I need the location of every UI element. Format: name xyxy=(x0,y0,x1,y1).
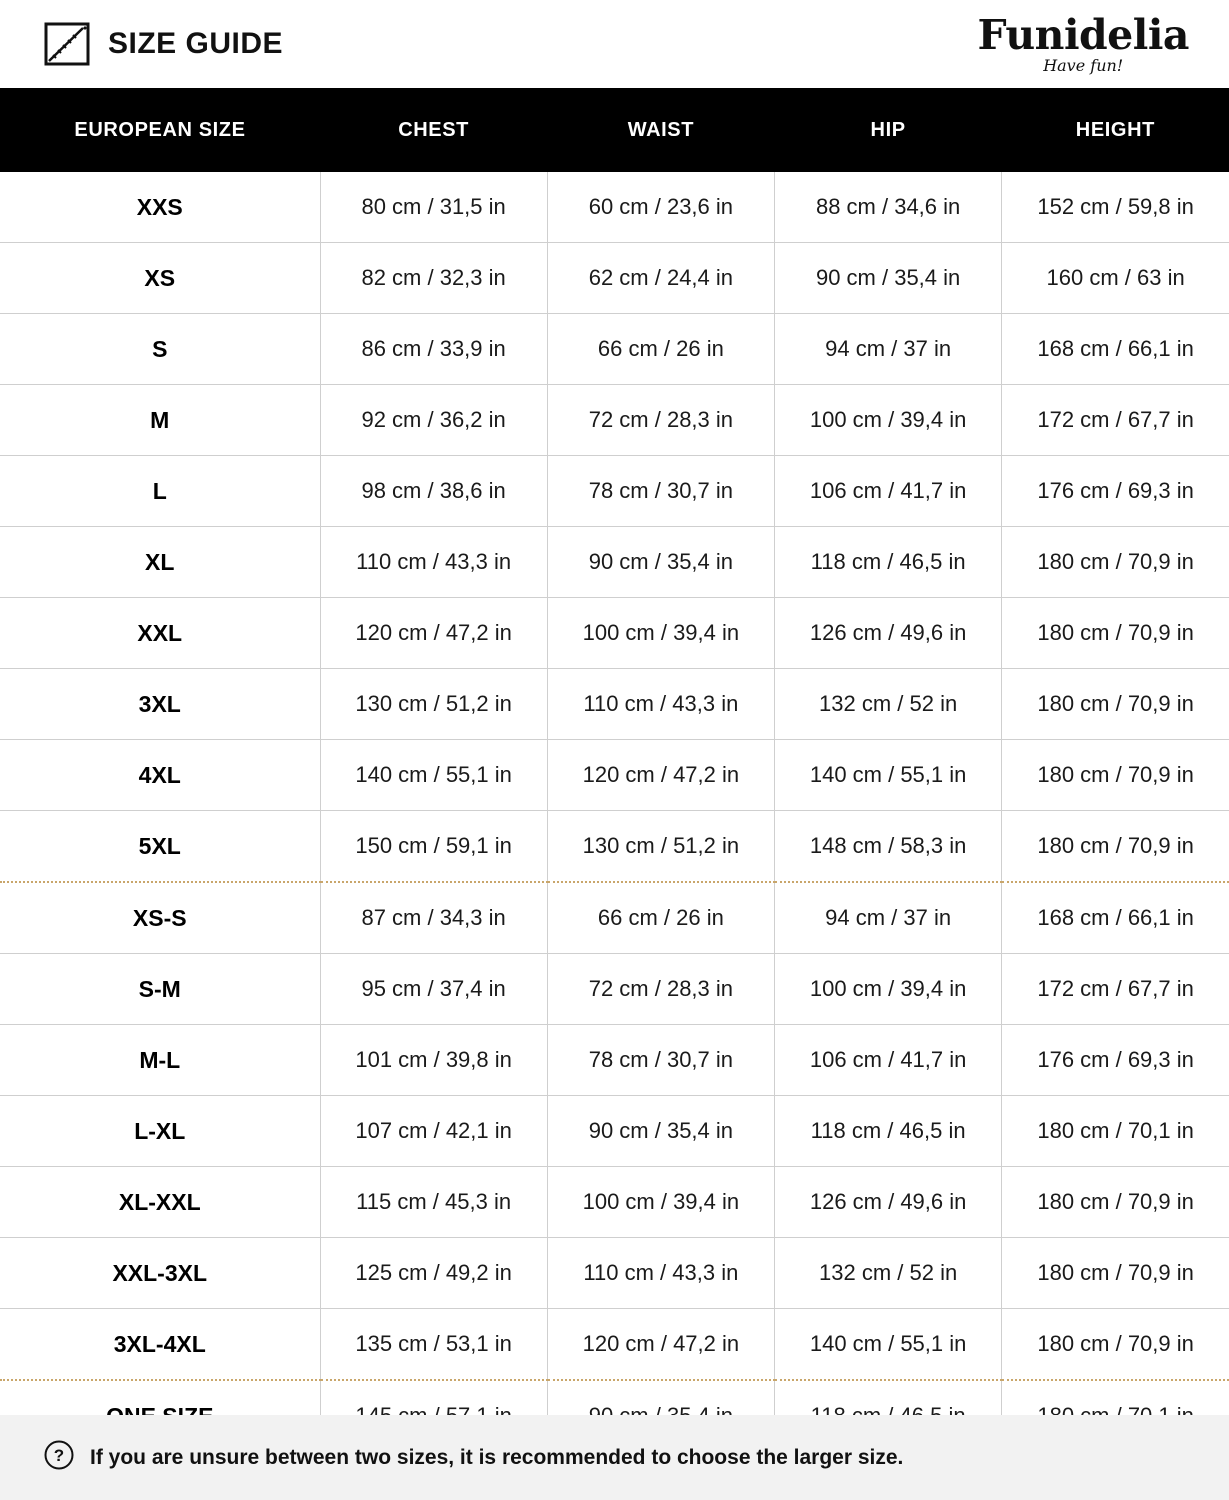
cell-hip: 118 cm / 46,5 in xyxy=(775,1096,1002,1167)
cell-chest: 107 cm / 42,1 in xyxy=(320,1096,547,1167)
brand-tagline: Have fun! xyxy=(1043,55,1124,75)
cell-waist: 78 cm / 30,7 in xyxy=(547,456,774,527)
cell-height: 180 cm / 70,9 in xyxy=(1002,1167,1229,1238)
table-row xyxy=(0,527,1229,598)
brand-logo xyxy=(977,10,1195,75)
page-title: SIZE GUIDE xyxy=(108,27,284,60)
cell-height: 176 cm / 69,3 in xyxy=(1002,456,1229,527)
cell-size: M-L xyxy=(0,1025,320,1096)
cell-chest: 120 cm / 47,2 in xyxy=(320,598,547,669)
cell-waist: 66 cm / 26 in xyxy=(547,314,774,385)
cell-chest: 98 cm / 38,6 in xyxy=(320,456,547,527)
cell-hip: 132 cm / 52 in xyxy=(775,1238,1002,1309)
cell-height: 180 cm / 70,9 in xyxy=(1002,598,1229,669)
cell-chest: 110 cm / 43,3 in xyxy=(320,527,547,598)
cell-waist: 66 cm / 26 in xyxy=(547,882,774,954)
cell-size: S xyxy=(0,314,320,385)
cell-hip: 140 cm / 55,1 in xyxy=(775,1309,1002,1381)
cell-hip: 94 cm / 37 in xyxy=(775,882,1002,954)
cell-waist: 110 cm / 43,3 in xyxy=(547,1238,774,1309)
cell-chest: 86 cm / 33,9 in xyxy=(320,314,547,385)
table-row xyxy=(0,598,1229,669)
cell-hip: 140 cm / 55,1 in xyxy=(775,740,1002,811)
cell-chest: 101 cm / 39,8 in xyxy=(320,1025,547,1096)
cell-size: XXL xyxy=(0,598,320,669)
cell-waist: 90 cm / 35,4 in xyxy=(547,527,774,598)
cell-height: 172 cm / 67,7 in xyxy=(1002,385,1229,456)
cell-size: 4XL xyxy=(0,740,320,811)
table-header xyxy=(0,88,1229,172)
cell-hip: 94 cm / 37 in xyxy=(775,314,1002,385)
cell-size: 3XL xyxy=(0,669,320,740)
ruler-icon xyxy=(44,22,90,66)
cell-waist: 110 cm / 43,3 in xyxy=(547,669,774,740)
cell-height: 172 cm / 67,7 in xyxy=(1002,954,1229,1025)
cell-hip: 106 cm / 41,7 in xyxy=(775,456,1002,527)
cell-size: S-M xyxy=(0,954,320,1025)
cell-hip: 126 cm / 49,6 in xyxy=(775,598,1002,669)
cell-height: 180 cm / 70,9 in xyxy=(1002,669,1229,740)
brand-name: Funidelia xyxy=(977,10,1189,59)
cell-hip: 148 cm / 58,3 in xyxy=(775,811,1002,883)
cell-height: 176 cm / 69,3 in xyxy=(1002,1025,1229,1096)
cell-waist: 78 cm / 30,7 in xyxy=(547,1025,774,1096)
cell-height: 168 cm / 66,1 in xyxy=(1002,314,1229,385)
table-row xyxy=(0,385,1229,456)
cell-waist: 72 cm / 28,3 in xyxy=(547,385,774,456)
cell-hip: 100 cm / 39,4 in xyxy=(775,385,1002,456)
table-row xyxy=(0,456,1229,527)
cell-chest: 115 cm / 45,3 in xyxy=(320,1167,547,1238)
table-body xyxy=(0,172,1229,1451)
cell-size: XS-S xyxy=(0,882,320,954)
size-chart-table xyxy=(0,88,1229,1451)
cell-chest: 82 cm / 32,3 in xyxy=(320,243,547,314)
cell-hip: 90 cm / 35,4 in xyxy=(775,243,1002,314)
table-row xyxy=(0,740,1229,811)
cell-chest: 87 cm / 34,3 in xyxy=(320,882,547,954)
cell-waist: 120 cm / 47,2 in xyxy=(547,1309,774,1381)
cell-size: XXL-3XL xyxy=(0,1238,320,1309)
cell-size: 3XL-4XL xyxy=(0,1309,320,1381)
cell-chest: 80 cm / 31,5 in xyxy=(320,172,547,243)
cell-height: 152 cm / 59,8 in xyxy=(1002,172,1229,243)
cell-height: 180 cm / 70,9 in xyxy=(1002,527,1229,598)
footer-note xyxy=(0,1415,1229,1500)
column-header-waist: WAIST xyxy=(547,88,774,172)
cell-waist: 120 cm / 47,2 in xyxy=(547,740,774,811)
cell-waist: 60 cm / 23,6 in xyxy=(547,172,774,243)
cell-waist: 100 cm / 39,4 in xyxy=(547,1167,774,1238)
cell-size: 5XL xyxy=(0,811,320,883)
table-row xyxy=(0,811,1229,883)
cell-chest: 135 cm / 53,1 in xyxy=(320,1309,547,1381)
cell-height: 180 cm / 70,9 in xyxy=(1002,811,1229,883)
cell-waist: 72 cm / 28,3 in xyxy=(547,954,774,1025)
cell-chest: 150 cm / 59,1 in xyxy=(320,811,547,883)
cell-waist: 62 cm / 24,4 in xyxy=(547,243,774,314)
table-row xyxy=(0,1238,1229,1309)
table-row xyxy=(0,1096,1229,1167)
header-left-group xyxy=(44,22,283,66)
cell-hip: 100 cm / 39,4 in xyxy=(775,954,1002,1025)
table-row xyxy=(0,172,1229,243)
cell-size: L xyxy=(0,456,320,527)
table-row xyxy=(0,669,1229,740)
cell-size: XS xyxy=(0,243,320,314)
cell-height: 168 cm / 66,1 in xyxy=(1002,882,1229,954)
column-header-height: HEIGHT xyxy=(1002,88,1229,172)
table-row xyxy=(0,1025,1229,1096)
table-row xyxy=(0,1167,1229,1238)
cell-hip: 88 cm / 34,6 in xyxy=(775,172,1002,243)
column-header-hip: HIP xyxy=(775,88,1002,172)
page-header xyxy=(0,0,1229,88)
cell-waist: 100 cm / 39,4 in xyxy=(547,598,774,669)
cell-chest: 125 cm / 49,2 in xyxy=(320,1238,547,1309)
table-header-row xyxy=(0,88,1229,172)
table-row xyxy=(0,314,1229,385)
column-header-european-size: EUROPEAN SIZE xyxy=(0,88,320,172)
cell-height: 180 cm / 70,9 in xyxy=(1002,1309,1229,1381)
cell-hip: 126 cm / 49,6 in xyxy=(775,1167,1002,1238)
cell-chest: 95 cm / 37,4 in xyxy=(320,954,547,1025)
footer-note-text: If you are unsure between two sizes, it is recommended to choose the larger size. xyxy=(90,1445,904,1469)
svg-text:?: ? xyxy=(53,1446,65,1465)
cell-hip: 132 cm / 52 in xyxy=(775,669,1002,740)
table-row xyxy=(0,882,1229,954)
cell-size: XL-XXL xyxy=(0,1167,320,1238)
cell-size: XL xyxy=(0,527,320,598)
cell-height: 160 cm / 63 in xyxy=(1002,243,1229,314)
cell-hip: 106 cm / 41,7 in xyxy=(775,1025,1002,1096)
cell-height: 180 cm / 70,9 in xyxy=(1002,740,1229,811)
cell-chest: 130 cm / 51,2 in xyxy=(320,669,547,740)
cell-height: 180 cm / 70,9 in xyxy=(1002,1238,1229,1309)
cell-waist: 90 cm / 35,4 in xyxy=(547,1096,774,1167)
cell-height: 180 cm / 70,1 in xyxy=(1002,1096,1229,1167)
table-row xyxy=(0,954,1229,1025)
question-mark-circle-icon xyxy=(44,1440,74,1475)
cell-size: L-XL xyxy=(0,1096,320,1167)
cell-waist: 130 cm / 51,2 in xyxy=(547,811,774,883)
column-header-chest: CHEST xyxy=(320,88,547,172)
cell-hip: 118 cm / 46,5 in xyxy=(775,527,1002,598)
table-row xyxy=(0,243,1229,314)
cell-chest: 92 cm / 36,2 in xyxy=(320,385,547,456)
table-row xyxy=(0,1309,1229,1381)
cell-size: XXS xyxy=(0,172,320,243)
cell-chest: 140 cm / 55,1 in xyxy=(320,740,547,811)
cell-size: M xyxy=(0,385,320,456)
